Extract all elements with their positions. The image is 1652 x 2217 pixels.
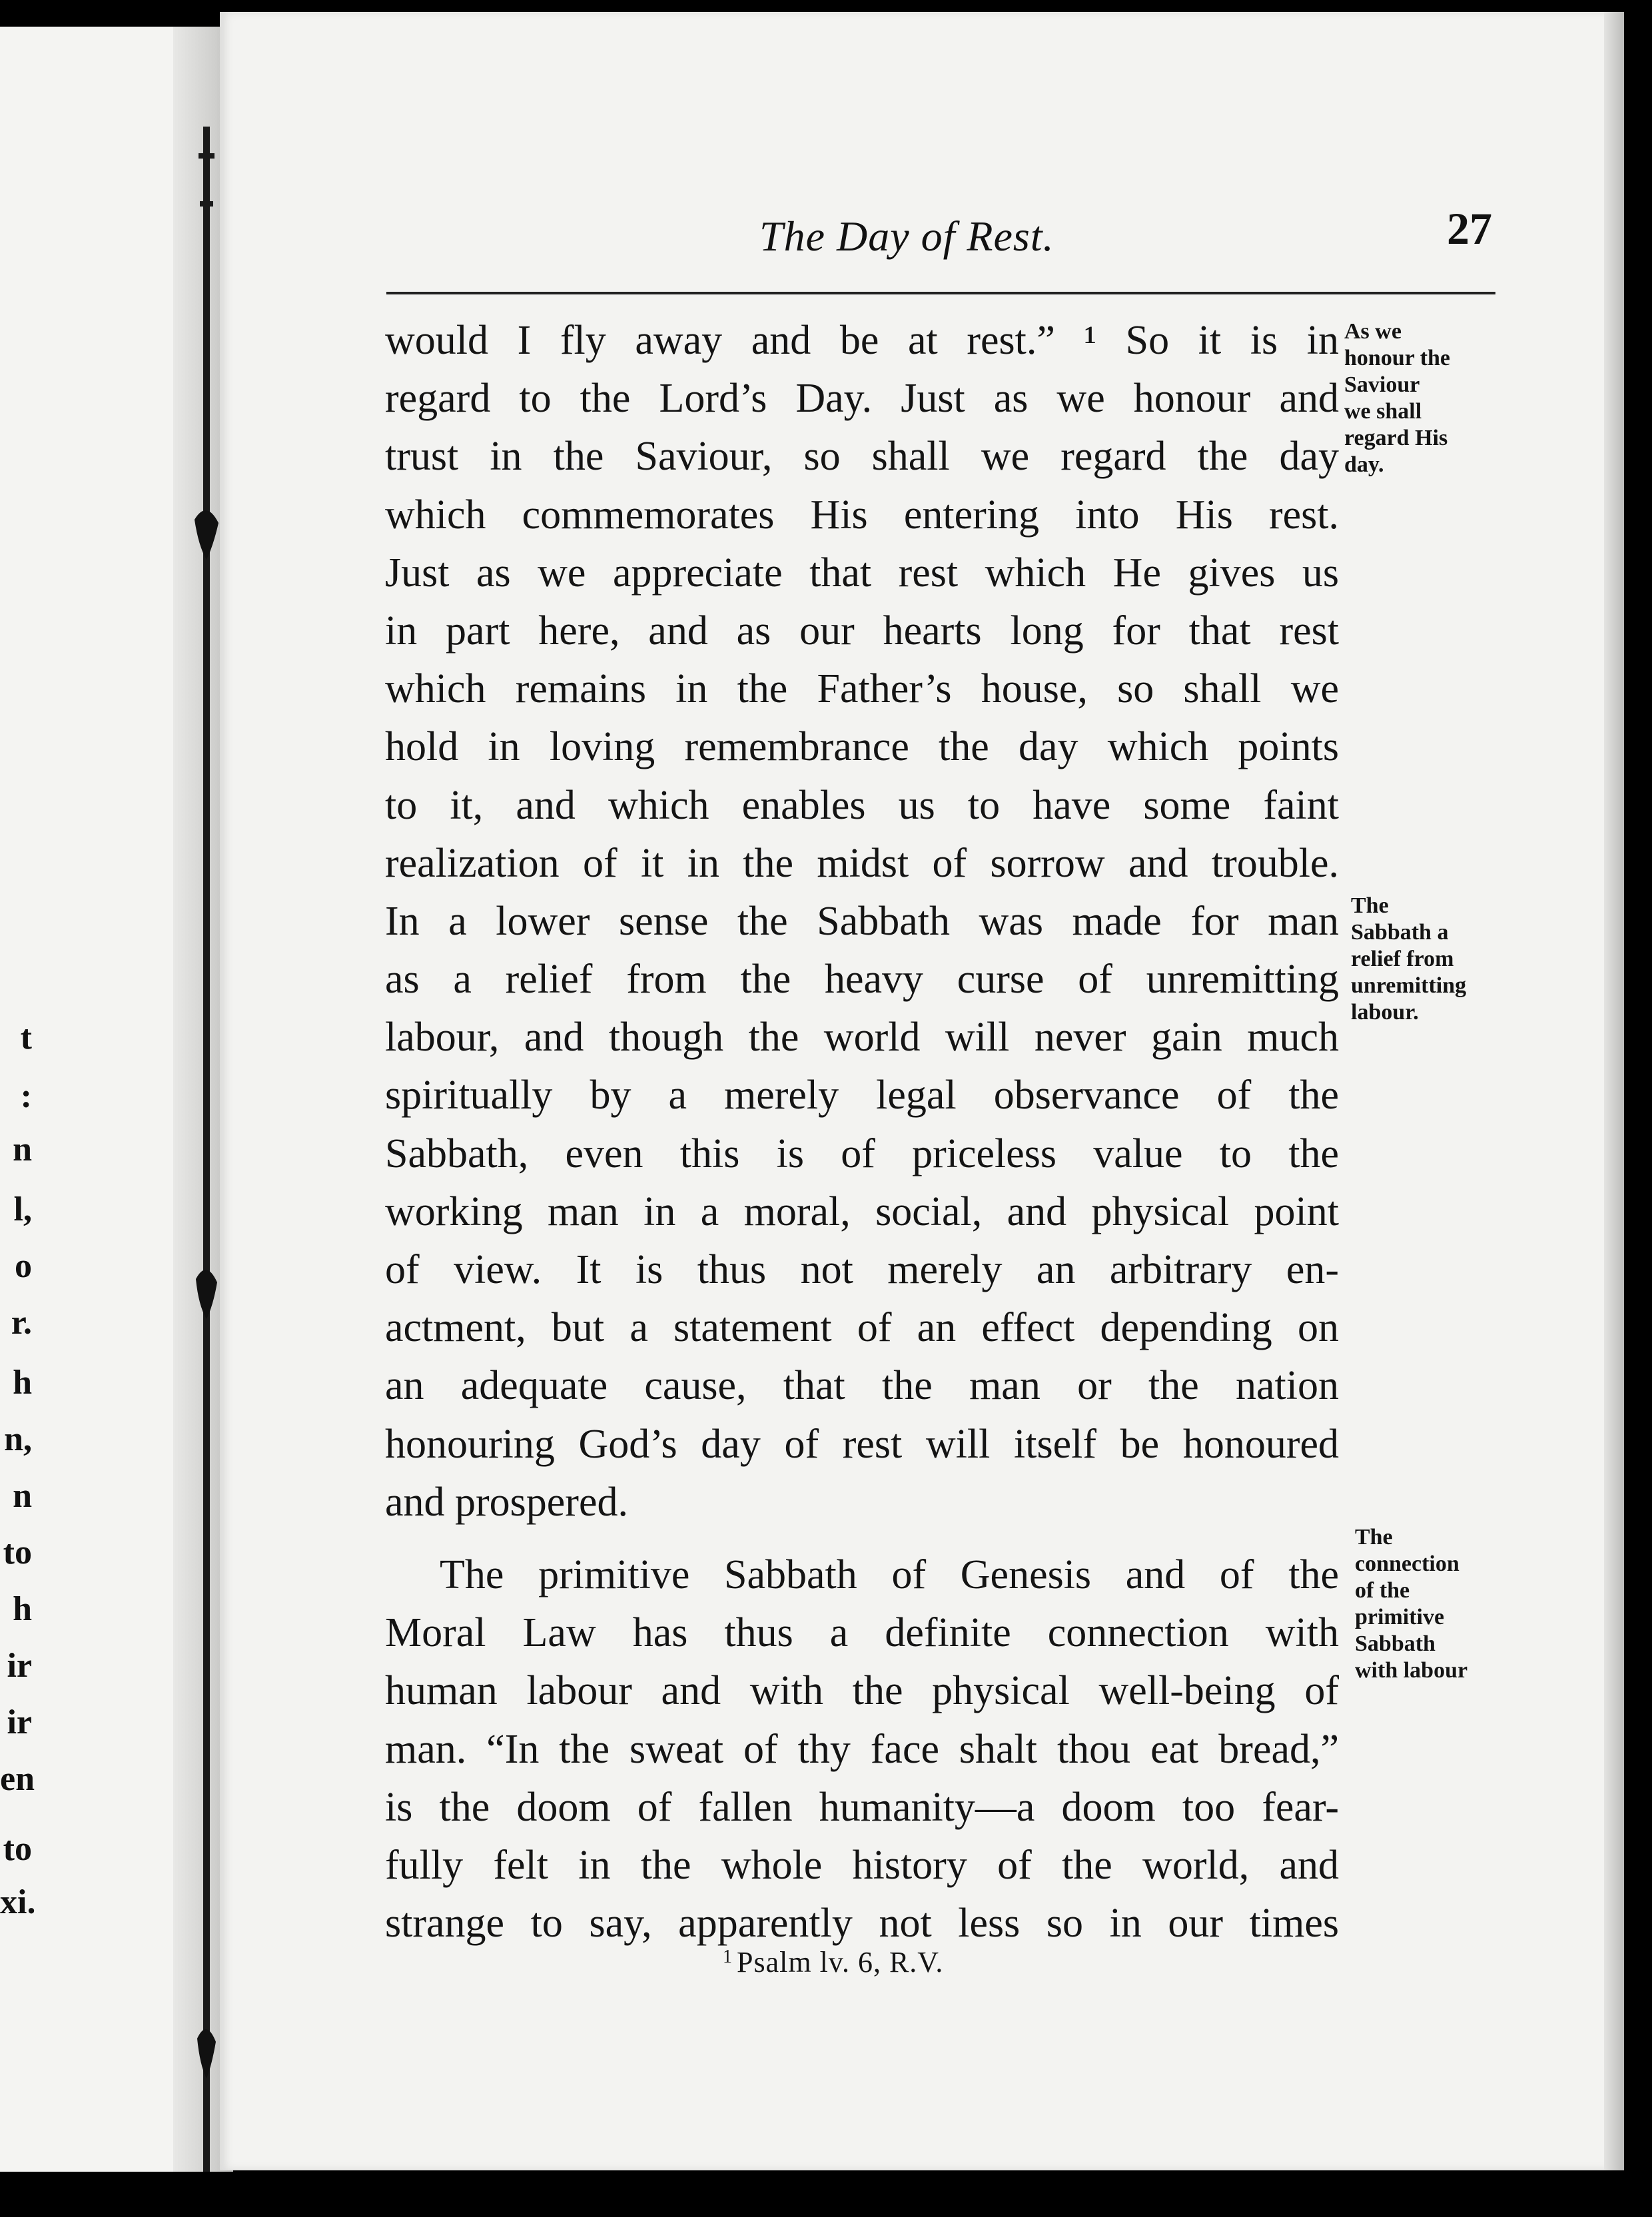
right-page-edge xyxy=(1604,12,1624,2170)
text-line: strange to say, apparently not less so in our times xyxy=(385,1901,1339,1947)
text-line: of view. It is thus not merely an arbitrary en- xyxy=(385,1247,1339,1292)
text-line: is the doom of fallen humanity—a doom too fear- xyxy=(385,1784,1339,1830)
binding-cord xyxy=(187,27,226,2172)
edge-letter: o xyxy=(15,1247,32,1285)
page-number: 27 xyxy=(1447,203,1492,254)
side-note-line: with labour xyxy=(1355,1658,1468,1683)
text-line: trust in the Saviour, so shall we regard the day xyxy=(385,434,1339,480)
side-note-line: Sabbath xyxy=(1355,1631,1436,1656)
text-line: In a lower sense the Sabbath was made for man xyxy=(385,898,1339,944)
edge-letter: en xyxy=(0,1760,35,1798)
edge-letter: to xyxy=(3,1830,32,1868)
text-line: labour, and though the world will never gain much xyxy=(385,1015,1339,1061)
side-note-line: relief from xyxy=(1351,947,1454,971)
side-note-line: regard His xyxy=(1344,426,1448,450)
text-line: to it, and which enables us to have some faint xyxy=(385,782,1339,828)
edge-letter: r. xyxy=(11,1304,32,1342)
paragraph-gap xyxy=(385,1532,1339,1546)
text-line: Just as we appreciate that rest which He gives us xyxy=(385,550,1339,596)
side-note-line: Sabbath a xyxy=(1351,920,1449,945)
side-note-line: unremitting xyxy=(1351,973,1467,998)
side-note xyxy=(1351,893,1524,1026)
side-note-line: of the xyxy=(1355,1578,1410,1603)
side-note-line: we shall xyxy=(1344,399,1422,424)
text-line: fully felt in the whole history of the world, and xyxy=(385,1842,1339,1888)
edge-letter: : xyxy=(20,1077,32,1115)
edge-letter: ir xyxy=(7,1703,32,1741)
side-note-line: connection xyxy=(1355,1552,1459,1576)
side-note xyxy=(1355,1524,1528,1684)
text-line: man. “In the sweat of thy face shalt thou eat bread,” xyxy=(385,1726,1339,1772)
text-line: hold in loving remembrance the day which points xyxy=(385,724,1339,770)
edge-letter: ir xyxy=(7,1647,32,1685)
footnote-marker: 1 xyxy=(723,1947,733,1967)
text-line: spiritually by a merely legal observance of the xyxy=(385,1073,1339,1118)
side-note-line: day. xyxy=(1344,452,1384,477)
text-line: human labour and with the physical well-being of xyxy=(385,1668,1339,1714)
text-line: honouring God’s day of rest will itself be honoured xyxy=(385,1421,1339,1467)
text-line: and prospered. xyxy=(385,1479,628,1525)
side-note xyxy=(1344,318,1517,478)
footnote xyxy=(723,1945,943,1979)
text-line: which remains in the Father’s house, so shall we xyxy=(385,666,1339,712)
text-line: as a relief from the heavy curse of unremitting xyxy=(385,957,1339,1003)
text-line: The primitive Sabbath of Genesis and of the xyxy=(440,1552,1339,1597)
side-note-line: Saviour xyxy=(1344,372,1420,397)
text-line: in part here, and as our hearts long for that rest xyxy=(385,608,1339,654)
edge-letter: l, xyxy=(13,1190,32,1228)
edge-letter: n, xyxy=(4,1420,32,1458)
side-note-line: honour the xyxy=(1344,346,1451,370)
footnote-text: Psalm lv. 6, R.V. xyxy=(737,1946,944,1979)
side-note-line: The xyxy=(1351,893,1389,918)
edge-letter: t xyxy=(20,1019,32,1057)
side-note-line: As we xyxy=(1344,319,1402,344)
text-line: actment, but a statement of an effect depending on xyxy=(385,1305,1339,1351)
body-text xyxy=(385,312,1339,1953)
text-line: working man in a moral, social, and physical point xyxy=(385,1188,1339,1234)
text-line: an adequate cause, that the man or the nation xyxy=(385,1363,1339,1409)
text-line: would I fly away and be at rest.” ¹ So it is in xyxy=(385,318,1339,363)
edge-letter: h xyxy=(13,1590,32,1628)
edge-letter: n xyxy=(13,1477,32,1515)
side-note-line: labour. xyxy=(1351,1000,1419,1025)
text-line: Moral Law has thus a definite connection with xyxy=(385,1610,1339,1656)
text-line: realization of it in the midst of sorrow and trouble. xyxy=(385,840,1339,886)
running-head: The Day of Rest. xyxy=(759,213,1054,260)
edge-letter: to xyxy=(3,1534,32,1571)
side-note-line: The xyxy=(1355,1525,1393,1550)
side-note-line: primitive xyxy=(1355,1605,1445,1629)
text-line: regard to the Lord’s Day. Just as we honour and xyxy=(385,376,1339,422)
edge-letter: h xyxy=(13,1364,32,1402)
edge-letter: xi. xyxy=(0,1883,36,1921)
left-page-edge-text xyxy=(0,0,40,2217)
edge-letter: n xyxy=(13,1130,32,1168)
text-line: which commemorates His entering into His rest. xyxy=(385,492,1339,538)
text-line: Sabbath, even this is of priceless value to the xyxy=(385,1130,1339,1176)
header-rule xyxy=(386,292,1495,294)
